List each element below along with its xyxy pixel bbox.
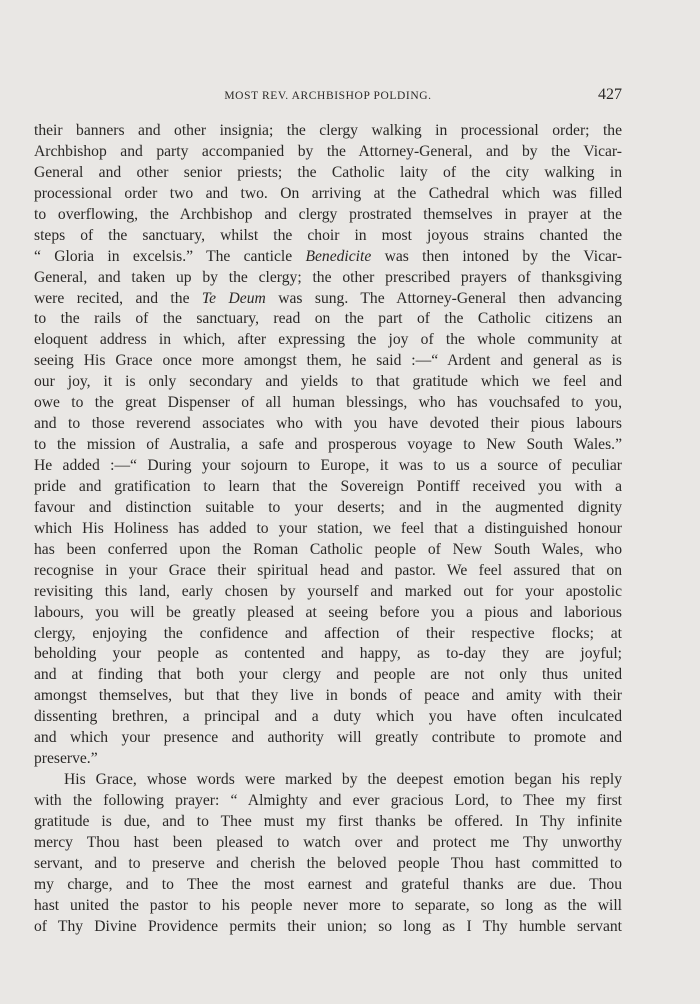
text-line [34,289,622,310]
text-line [34,247,622,268]
text-line: and to those reverend associates who with you have devoted their pious labours [34,415,622,433]
text-line: to the mission of Australia, a safe and prosperous voyage to New South Wales.” [34,436,622,454]
text-line: seeing His Grace once more amongst them, he said :—“ Ardent and general as is [34,352,622,370]
text-line: recognise in your Grace their spiritual head and pastor. We feel assured that on [34,561,622,579]
italic-title: Benedicite [305,247,372,265]
text-line: beholding your people as contented and happy, as to-day they are joyful; [34,645,622,663]
text-line: and at finding that both your clergy and people are not only thus united [34,666,622,684]
text-line: preserve.” [34,750,98,768]
text-line: which His Holiness has added to your station, we feel that a distinguished honour [34,519,622,537]
text-line: labours, you will be greatly pleased at seeing before you a pious and laborious [34,603,622,621]
running-title: MOST REV. ARCHBISHOP POLDING. [224,90,432,102]
page-number: 427 [598,86,622,103]
italic-title: Te Deum [201,289,266,307]
text-run: “ Gloria in excelsis.” The canticle [34,247,306,265]
text-line: He added :—“ During your sojourn to Europe, it was to us a source of peculiar [34,457,622,474]
text-line: General, and taken up by the clergy; the other prescribed prayers of thanksgiving [34,268,622,286]
text-line: favour and distinction suitable to your deserts; and in the augmented dignity [34,498,622,516]
text-line: General and other senior priests; the Catholic laity of the city walking in [34,163,622,181]
text-line: amongst themselves, but that they live in bonds of peace and amity with their [34,687,622,705]
text-line: clergy, enjoying the confidence and affection of their respective flocks; at [34,624,622,642]
text-line: hast united the pastor to his people never more to separate, so long as the will [34,896,622,914]
text-line: mercy Thou hast been pleased to watch over and protect me Thy unworthy [34,833,622,851]
text-line: eloquent address in which, after expressing the joy of the whole community at [34,331,622,349]
text-line: our joy, it is only secondary and yields to that gratitude which we feel and [34,373,622,391]
text-line: gratitude is due, and to Thee must my first thanks be offered. In Thy infinite [34,812,622,830]
text-line: owe to the great Dispenser of all human blessings, who has vouchsafed to you, [34,394,622,412]
text-line: pride and gratification to learn that the Sovereign Pontiff received you with a [34,477,622,495]
text-line: Archbishop and party accompanied by the Attorney-General, and by the Vicar- [34,142,622,160]
text-line: of Thy Divine Providence permits their union; so long as I Thy humble servant [34,917,622,935]
text-line: and which your presence and authority will greatly contribute to promote and [34,729,622,747]
text-line: processional order two and two. On arriving at the Cathedral which was filled [34,184,622,202]
text-line: my charge, and to Thee the most earnest and grateful thanks are due. Thou [34,875,622,893]
text-line: their banners and other insignia; the clergy walking in processional order; the [34,122,622,139]
text-run: was sung. The Attorney-General then advancing [265,289,622,307]
running-head [34,88,622,108]
body-text [34,121,622,938]
text-line: with the following prayer: “ Almighty and ever gracious Lord, to Thee my first [34,792,622,809]
text-line: revisiting this land, early chosen by yourself and marked out for your apostolic [34,582,622,600]
text-line: to overflowing, the Archbishop and clergy prostrated themselves in prayer at the [34,205,622,223]
text-line: to the rails of the sanctuary, read on the part of the Catholic citizens an [34,310,622,328]
text-line: dissenting brethren, a principal and a duty which you have often inculcated [34,708,622,726]
text-run: was then intoned by the Vicar- [371,247,623,265]
text-line: steps of the sanctuary, whilst the choir in most joyous strains chanted the [34,226,622,244]
text-line: servant, and to preserve and cherish the beloved people Thou hast committed to [34,854,622,872]
text-line: His Grace, whose words were marked by the deepest emotion began his reply [64,771,622,789]
text-run: were recited, and the [34,289,202,307]
text-line: has been conferred upon the Roman Catholic people of New South Wales, who [34,540,622,558]
